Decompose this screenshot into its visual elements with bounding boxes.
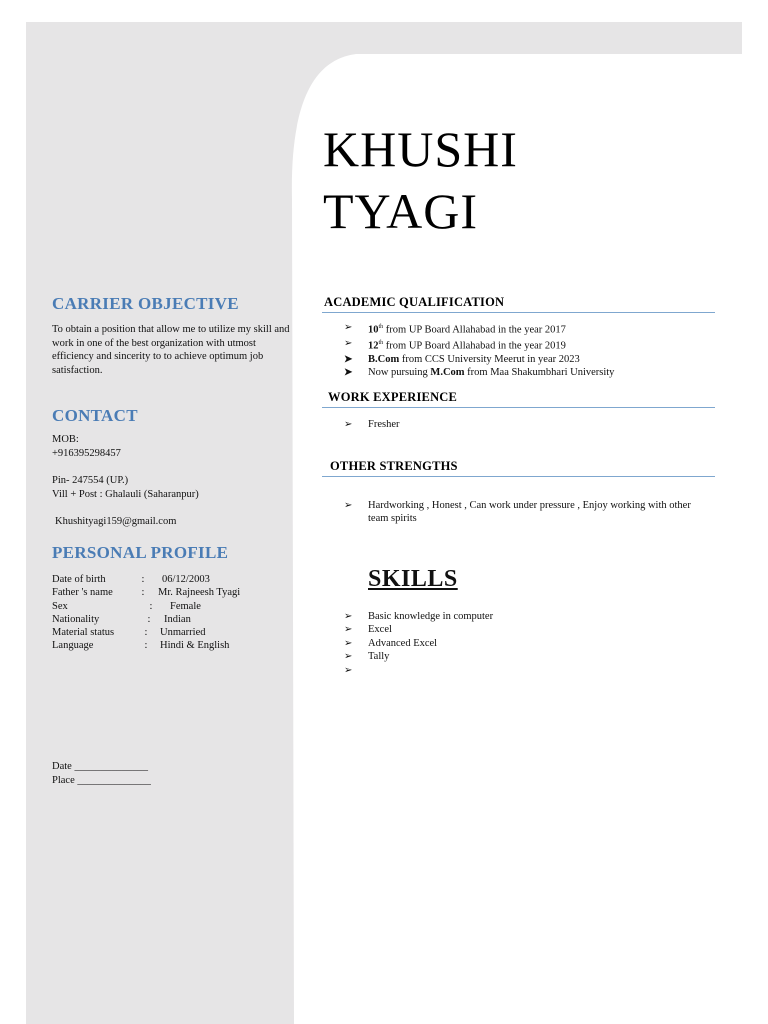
contact-block (52, 433, 292, 529)
candidate-name (323, 118, 518, 242)
signature-block (52, 760, 151, 787)
objective-heading: CARRIER OBJECTIVE (52, 294, 239, 313)
academic-divider (322, 312, 715, 313)
arrow-bullet-icon: ➢ (344, 337, 353, 349)
profile-colon: : (141, 574, 145, 585)
personal-profile-table (52, 573, 240, 653)
profile-value: Mr. Rajneesh Tyagi (158, 587, 241, 599)
list-item: ➢ Basic knowledge in computer (344, 611, 494, 622)
profile-colon: : (149, 600, 153, 612)
profile-value: Female (170, 600, 201, 612)
objective-text: To obtain a position that allow me to utilize my skill and work in one of the best organization with utmost efficiency and sincerity to to achieve optimum job satisfaction. (52, 324, 290, 376)
work-list (344, 418, 400, 431)
list-item: ➢ Advanced Excel (344, 637, 438, 649)
mobile-number: +916395298457 (52, 447, 121, 459)
arrow-bullet-icon: ➢ (344, 611, 353, 622)
profile-row (52, 613, 240, 626)
list-item: ➢ Tally (344, 651, 390, 663)
arrow-bullet-icon: ➢ (344, 322, 353, 333)
skills-heading: SKILLS (368, 566, 458, 592)
profile-row (52, 586, 240, 599)
work-divider (322, 407, 715, 408)
first-name: KHUSHI (323, 121, 518, 177)
arrow-bullet-icon: ➢ (344, 500, 353, 511)
arrow-bullet-icon: ➢ (344, 651, 353, 663)
list-item: ➢ Hardworking , Honest , Can work under pressure , Enjoy working with other team spirits (344, 500, 691, 525)
profile-colon: : (144, 627, 148, 639)
profile-row (52, 600, 240, 613)
arrow-bullet-icon: ➤ (344, 353, 353, 365)
list-item: ➢ Excel (344, 624, 392, 636)
profile-row (52, 573, 240, 586)
personal-profile-heading: PERSONAL PROFILE (52, 543, 229, 562)
arrow-bullet-icon: ➢ (344, 624, 353, 636)
mobile-label: MOB: (52, 434, 79, 445)
work-experience-heading: WORK EXPERIENCE (328, 390, 458, 404)
other-strengths-heading: OTHER STRENGTHS (330, 459, 458, 473)
list-item (344, 664, 493, 677)
strengths-divider (322, 476, 715, 477)
profile-key: Sex (52, 600, 68, 612)
arrow-bullet-icon: ➢ (344, 419, 353, 430)
profile-value: 06/12/2003 (162, 574, 210, 585)
date-line: Date ______________ (52, 761, 148, 772)
list-item: ➤ Now pursuing M.Com from Maa Shakumbhari University (344, 367, 615, 379)
arrow-bullet-icon: ➤ (344, 367, 353, 379)
profile-colon: : (147, 613, 151, 625)
profile-key: Material status (52, 627, 115, 639)
arrow-bullet-icon: ➢ (344, 664, 353, 676)
list-item: ➢ 10th from UP Board Allahabad in the year 2017 (344, 322, 566, 336)
profile-value: Hindi & English (160, 640, 230, 652)
contact-heading: CONTACT (52, 406, 138, 425)
arrow-bullet-icon: ➢ (344, 637, 353, 649)
profile-key: Date of birth (52, 574, 106, 585)
skills-list (344, 610, 493, 677)
pin-code: Pin- 247554 (UP.) (52, 475, 129, 486)
profile-row (52, 639, 240, 652)
last-name: TYAGI (323, 183, 478, 239)
profile-colon: : (141, 587, 145, 599)
profile-colon: : (144, 640, 148, 652)
profile-key: Nationality (52, 613, 100, 625)
academic-heading: ACADEMIC QUALIFICATION (324, 295, 505, 309)
email-address: Khushityagi159@gmail.com (55, 516, 177, 527)
profile-key: Father 's name (52, 587, 113, 599)
village-address: Vill + Post : Ghalauli (Saharanpur) (52, 488, 199, 500)
list-item: ➤ B.Com from CCS University Meerut in year 2023 (344, 353, 580, 365)
profile-key: Language (52, 640, 94, 652)
academic-list (344, 321, 614, 380)
list-item: ➢ 12th from UP Board Allahabad in the year 2019 (344, 337, 566, 352)
profile-value: Unmarried (160, 627, 206, 639)
strengths-list (344, 499, 704, 526)
profile-row (52, 626, 240, 639)
place-line: Place ______________ (52, 774, 151, 786)
list-item: ➢ Fresher (344, 419, 400, 430)
profile-value: Indian (164, 613, 191, 625)
